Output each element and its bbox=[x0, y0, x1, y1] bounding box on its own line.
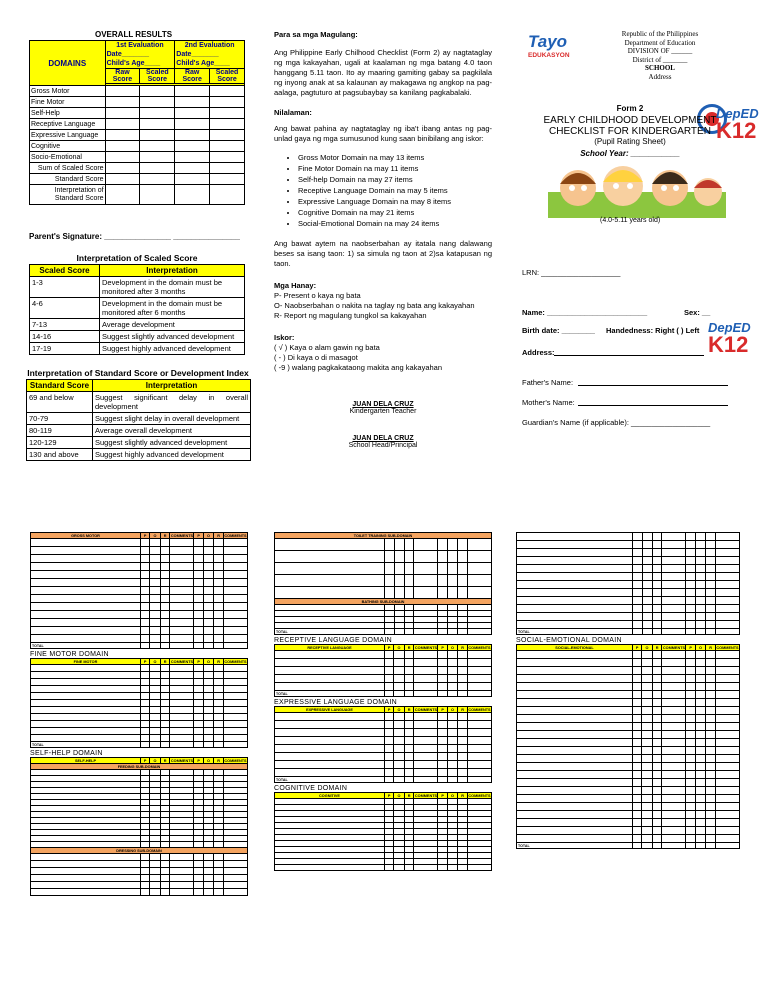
table-row bbox=[517, 763, 740, 771]
table-row bbox=[31, 665, 248, 672]
list-item: • Cognitive Domain na may 21 items bbox=[298, 207, 492, 218]
list-item: • Self-help Domain na may 27 items bbox=[298, 174, 492, 185]
list-item: • Fine Motor Domain na may 11 items bbox=[298, 163, 492, 174]
receptive-table: RECEPTIVE LANGUAGE P O R COMMENTS P O R COMMENTS TOTAL bbox=[276, 645, 491, 696]
table-row bbox=[517, 549, 740, 557]
cover-title bbox=[540, 104, 720, 158]
table-row: Interpretation of Standard Score bbox=[30, 185, 245, 205]
table-row bbox=[31, 672, 248, 679]
scaled-score-header: Scaled Score bbox=[210, 69, 245, 84]
social-domain-label: SOCIAL-EMOTIONAL DOMAIN bbox=[516, 637, 622, 644]
table-row bbox=[517, 675, 740, 683]
table-row: Sum of Scaled Score bbox=[30, 163, 245, 174]
guardian-field: Guardian's Name (if applicable): ___________________ bbox=[522, 418, 711, 427]
address-field: Address: bbox=[522, 348, 555, 357]
school-header bbox=[600, 30, 720, 81]
republic-text: Republic of the Philippines bbox=[621, 30, 699, 38]
table-row: Expressive Language bbox=[30, 130, 245, 141]
cognitive-continued-table: TOTAL bbox=[516, 532, 740, 635]
deped-logo-top: DepED bbox=[716, 106, 759, 121]
table-row bbox=[517, 565, 740, 573]
letter-greeting: Para sa mga Magulang: bbox=[274, 30, 358, 39]
table-row bbox=[517, 707, 740, 715]
table-row bbox=[275, 551, 492, 563]
table-row: 17-19 Suggest highly advanced development bbox=[30, 343, 245, 355]
raw-score-header: Raw Score bbox=[175, 69, 210, 84]
father-field: Father's Name: bbox=[522, 378, 574, 387]
table-row bbox=[31, 707, 248, 714]
table-row bbox=[517, 715, 740, 723]
table-row bbox=[31, 728, 248, 735]
table-row bbox=[517, 755, 740, 763]
domains-header: DOMAINS bbox=[30, 41, 106, 86]
table-row bbox=[275, 563, 492, 575]
letter-nilalaman: Nilalaman: bbox=[274, 108, 312, 117]
sheet-left bbox=[30, 532, 248, 896]
table-row: 70-79 Suggest slight delay in overall development bbox=[27, 413, 251, 425]
table-row: 69 and below Suggest significant delay in overall development bbox=[27, 392, 251, 413]
table-row bbox=[31, 619, 248, 627]
table-row bbox=[517, 739, 740, 747]
table-row bbox=[275, 729, 492, 737]
table-row bbox=[517, 787, 740, 795]
list-item: • Social-Emotional Domain na may 24 items bbox=[298, 218, 492, 229]
table-row bbox=[275, 737, 492, 745]
iskor-title: Iskor: bbox=[274, 333, 295, 342]
eval2-age: Child's Age____ bbox=[176, 60, 230, 67]
fine-motor-table: FINE MOTOR P O R COMMENTS P O R COMMENTS TOTAL bbox=[32, 659, 247, 747]
table-row bbox=[31, 735, 248, 742]
edukasyon-text: EDUKASYON bbox=[528, 52, 570, 59]
age-range: (4.0-5.11 years old) bbox=[600, 217, 661, 224]
table-row bbox=[31, 679, 248, 686]
eval2-date: Date_______ bbox=[176, 51, 219, 58]
standard-interp-table: Standard Score Interpretation 69 and below Suggest significant delay in overall development 70-79 Suggest slight delay in overall development 80-119 Average overall development 120-129 Suggest slightly advanced development 130 and above Suggest highly advanced development bbox=[26, 379, 251, 461]
overall-title: OVERALL RESULTS bbox=[95, 30, 173, 39]
table-row bbox=[31, 721, 248, 728]
table-row bbox=[517, 827, 740, 835]
table-row bbox=[275, 575, 492, 587]
scaled-interp-table: Scaled Score Interpretation 1-3 Development in the domain must be monitored after 3 months 4-6 Development in the domain must be monitored after 6 months 7-13 Average development 14-16 Suggest slightly advanced development 17-19 Suggest highly advanced development bbox=[29, 264, 245, 355]
principal-role: School Head/Principal bbox=[348, 442, 418, 449]
table-row bbox=[517, 811, 740, 819]
table-row bbox=[517, 795, 740, 803]
hanay-item: O- Naobserbahan o nakita na taglay ng bata ang kakayahan bbox=[274, 301, 475, 310]
eval1-age: Child's Age____ bbox=[106, 60, 161, 67]
table-row: Standard Score bbox=[30, 174, 245, 185]
department-text: Department of Education bbox=[624, 38, 696, 47]
table-row bbox=[517, 541, 740, 549]
k12-logo-bottom: K12 bbox=[708, 332, 749, 357]
table-row bbox=[31, 563, 248, 571]
letter-schedule: Ang bawat aytem na naobserbahan ay itatala nang dalawang beses sa isang taon: 1) sa simula ng taon at 2)sa katapusan ng taon. bbox=[274, 239, 492, 268]
toilet-training-table: TOILET TRAINING SUB-DOMAIN BATHING SUB-DOMAIN TOTAL bbox=[274, 532, 492, 635]
title-line-2: CHECKLIST FOR KINDERGARTEN bbox=[549, 126, 711, 137]
table-row bbox=[31, 555, 248, 563]
table-row bbox=[31, 595, 248, 603]
tayo-logo-text: Tayo bbox=[528, 32, 568, 51]
scaled-score-header: Scaled Score bbox=[140, 69, 175, 84]
social-emotional-table: SOCIAL-EMOTIONAL P O R COMMENTS P O R COMMENTS TOTAL bbox=[518, 645, 739, 848]
gross-motor-table: GROSS MOTOR P O R COMMENTS P O R COMMENTS TOTAL bbox=[32, 533, 247, 648]
letter-intro: Ang Philippine Early Chilhood Checklist (Form 2) ay nagtataglay ng mga kakayahan, ugali at kaalaman ng mga batang 4.0 taon hanggang 5.11 taon. Ito ay maaring gamiting gabay sa pagkilala ng inyong anak at sa kalaunan ay makagawa ng angkop na pag-aalaga, pagtuturo at pagsubaybay sa kanilang pagkabalaki. bbox=[274, 48, 492, 97]
eval1-label: 1st Evaluation bbox=[116, 42, 164, 49]
table-row bbox=[31, 627, 248, 635]
letter-content-intro: Ang bawat pahina ay nagtataglay ng iba't ibang antas ng pag-unlad gaya ng mga sumusunod kung saan binibilang ang iskor: bbox=[274, 124, 492, 143]
table-row bbox=[275, 865, 492, 871]
school-text: SCHOOL bbox=[645, 64, 675, 72]
table-row bbox=[517, 533, 740, 541]
table-row bbox=[31, 686, 248, 693]
mother-field: Mother's Name: bbox=[522, 398, 575, 407]
tayo-edukasyon-logo bbox=[528, 32, 584, 70]
table-row: 130 and above Suggest highly advanced development bbox=[27, 449, 251, 461]
division-text: DIVISION OF ______ bbox=[627, 47, 693, 55]
table-row bbox=[517, 605, 740, 613]
table-row bbox=[31, 547, 248, 555]
table-row bbox=[275, 651, 492, 659]
table-row bbox=[517, 723, 740, 731]
rating-sheet-subtitle: (Pupil Rating Sheet) bbox=[594, 137, 666, 146]
sex-field: Sex: __ bbox=[684, 308, 711, 317]
teacher-role: Kindergarten Teacher bbox=[349, 408, 417, 415]
table-row bbox=[275, 769, 492, 777]
table-row: 80-119 Average overall development bbox=[27, 425, 251, 437]
iskor-item: ( √ ) Kaya o alam gawin ng bata bbox=[274, 343, 380, 352]
hanay-item: R- Report ng magulang tungkol sa kakayahan bbox=[274, 311, 427, 320]
table-row bbox=[517, 691, 740, 699]
self-help-domain-label: SELF-HELP DOMAIN bbox=[30, 750, 103, 757]
district-text: District of _______ bbox=[632, 55, 688, 64]
sheet-middle bbox=[274, 532, 492, 871]
table-row bbox=[275, 753, 492, 761]
table-row bbox=[31, 714, 248, 721]
table-row: 1-3 Development in the domain must be monitored after 3 months bbox=[30, 277, 245, 298]
fine-motor-domain-label: FINE MOTOR DOMAIN bbox=[30, 651, 109, 658]
name-field: Name: ________________________ bbox=[522, 308, 648, 317]
teacher-name: JUAN DELA CRUZ bbox=[352, 401, 414, 408]
children-illustration bbox=[548, 158, 726, 218]
receptive-domain-label: RECEPTIVE LANGUAGE DOMAIN bbox=[274, 637, 392, 644]
table-row bbox=[31, 579, 248, 587]
table-row bbox=[275, 683, 492, 691]
table-row: 14-16 Suggest slightly advanced development bbox=[30, 331, 245, 343]
eval1-date: Date_______ bbox=[106, 51, 150, 58]
table-row bbox=[517, 659, 740, 667]
table-row bbox=[517, 803, 740, 811]
cognitive-domain-label: COGNITIVE DOMAIN bbox=[274, 785, 348, 792]
lrn-field: LRN: ___________________ bbox=[522, 268, 621, 277]
table-row bbox=[517, 621, 740, 629]
self-help-table: SELF-HELP P O R COMMENTS P O R COMMENTS FEEDING SUB-DOMAIN DRESSING SUB-DOMAIN bbox=[30, 757, 248, 896]
list-item: • Gross Motor Domain na may 13 items bbox=[298, 152, 492, 163]
table-row bbox=[517, 573, 740, 581]
parents-letter bbox=[274, 30, 492, 449]
table-row bbox=[517, 651, 740, 659]
table-row bbox=[275, 539, 492, 551]
cognitive-table: COGNITIVE P O R COMMENTS P O R COMMENTS bbox=[274, 792, 492, 871]
school-year: School Year: ___________ bbox=[580, 149, 680, 158]
list-item: • Receptive Language Domain na may 5 items bbox=[298, 185, 492, 196]
table-row: Fine Motor bbox=[30, 97, 245, 108]
sheet-right bbox=[516, 532, 740, 849]
parent-signature: Parent's Signature: _______________ _______________ bbox=[29, 232, 240, 241]
iskor-item: ( -9 ) walang pagkakataong makita ang kakayahan bbox=[274, 363, 443, 372]
table-row bbox=[517, 589, 740, 597]
handedness-field: Handedness: Right ( ) Left bbox=[606, 326, 700, 335]
deped-logo-bottom: DepED bbox=[708, 320, 751, 335]
table-row bbox=[275, 659, 492, 667]
birthdate-field: Birth date: ________ bbox=[522, 326, 595, 335]
table-row bbox=[275, 675, 492, 683]
table-row bbox=[517, 683, 740, 691]
table-row bbox=[275, 721, 492, 729]
table-row bbox=[517, 771, 740, 779]
table-row bbox=[517, 779, 740, 787]
table-row bbox=[275, 667, 492, 675]
table-row: 4-6 Development in the domain must be monitored after 6 months bbox=[30, 298, 245, 319]
table-row bbox=[517, 667, 740, 675]
title-line-1: EARLY CHILDHOOD DEVELOPMENT bbox=[543, 115, 717, 126]
table-row bbox=[517, 613, 740, 621]
standard-interp-title: Interpretation of Standard Score or Development Index bbox=[27, 368, 249, 378]
overall-results-table bbox=[29, 40, 245, 205]
address-text: Address bbox=[648, 72, 672, 81]
scaled-interp-title: Interpretation of Scaled Score bbox=[76, 253, 198, 263]
table-row bbox=[517, 581, 740, 589]
table-row bbox=[31, 882, 248, 889]
table-row bbox=[31, 889, 248, 896]
table-row bbox=[517, 747, 740, 755]
table-row bbox=[275, 745, 492, 753]
table-row bbox=[517, 557, 740, 565]
table-row bbox=[31, 875, 248, 882]
table-row bbox=[31, 693, 248, 700]
table-row bbox=[31, 861, 248, 868]
list-item: • Expressive Language Domain na may 8 items bbox=[298, 196, 492, 207]
hanay-item: P- Present o kaya ng bata bbox=[274, 291, 361, 300]
table-row bbox=[31, 868, 248, 875]
table-row: Gross Motor bbox=[30, 86, 245, 97]
table-row bbox=[275, 587, 492, 599]
table-row: Socio-Emotional bbox=[30, 152, 245, 163]
table-row: Self-Help bbox=[30, 108, 245, 119]
table-row bbox=[31, 539, 248, 547]
table-row bbox=[517, 731, 740, 739]
table-row bbox=[31, 587, 248, 595]
principal-name: JUAN DELA CRUZ bbox=[352, 435, 414, 442]
table-row: Receptive Language bbox=[30, 119, 245, 130]
table-row bbox=[517, 597, 740, 605]
expressive-domain-label: EXPRESSIVE LANGUAGE DOMAIN bbox=[274, 699, 397, 706]
hanay-title: Mga Hanay: bbox=[274, 281, 317, 290]
table-row bbox=[517, 835, 740, 843]
table-row: 120-129 Suggest slightly advanced development bbox=[27, 437, 251, 449]
eval2-label: 2nd Evaluation bbox=[184, 42, 235, 49]
expressive-table: EXPRESSIVE LANGUAGE P O R COMMENTS P O R COMMENTS TOTAL bbox=[276, 707, 491, 782]
table-row bbox=[517, 699, 740, 707]
table-row bbox=[31, 571, 248, 579]
k12-logo-top: K12 bbox=[716, 118, 757, 143]
table-row bbox=[517, 819, 740, 827]
table-row bbox=[31, 854, 248, 861]
table-row bbox=[31, 635, 248, 643]
table-row: Cognitive bbox=[30, 141, 245, 152]
domain-list bbox=[298, 152, 492, 229]
table-row bbox=[31, 611, 248, 619]
table-row bbox=[275, 761, 492, 769]
table-row bbox=[31, 700, 248, 707]
table-row: 7-13 Average development bbox=[30, 319, 245, 331]
table-row bbox=[275, 713, 492, 721]
iskor-item: ( - ) Di kaya o di masagot bbox=[274, 353, 358, 362]
form-label: Form 2 bbox=[616, 104, 644, 113]
raw-score-header: Raw Score bbox=[105, 69, 140, 84]
table-row bbox=[31, 603, 248, 611]
